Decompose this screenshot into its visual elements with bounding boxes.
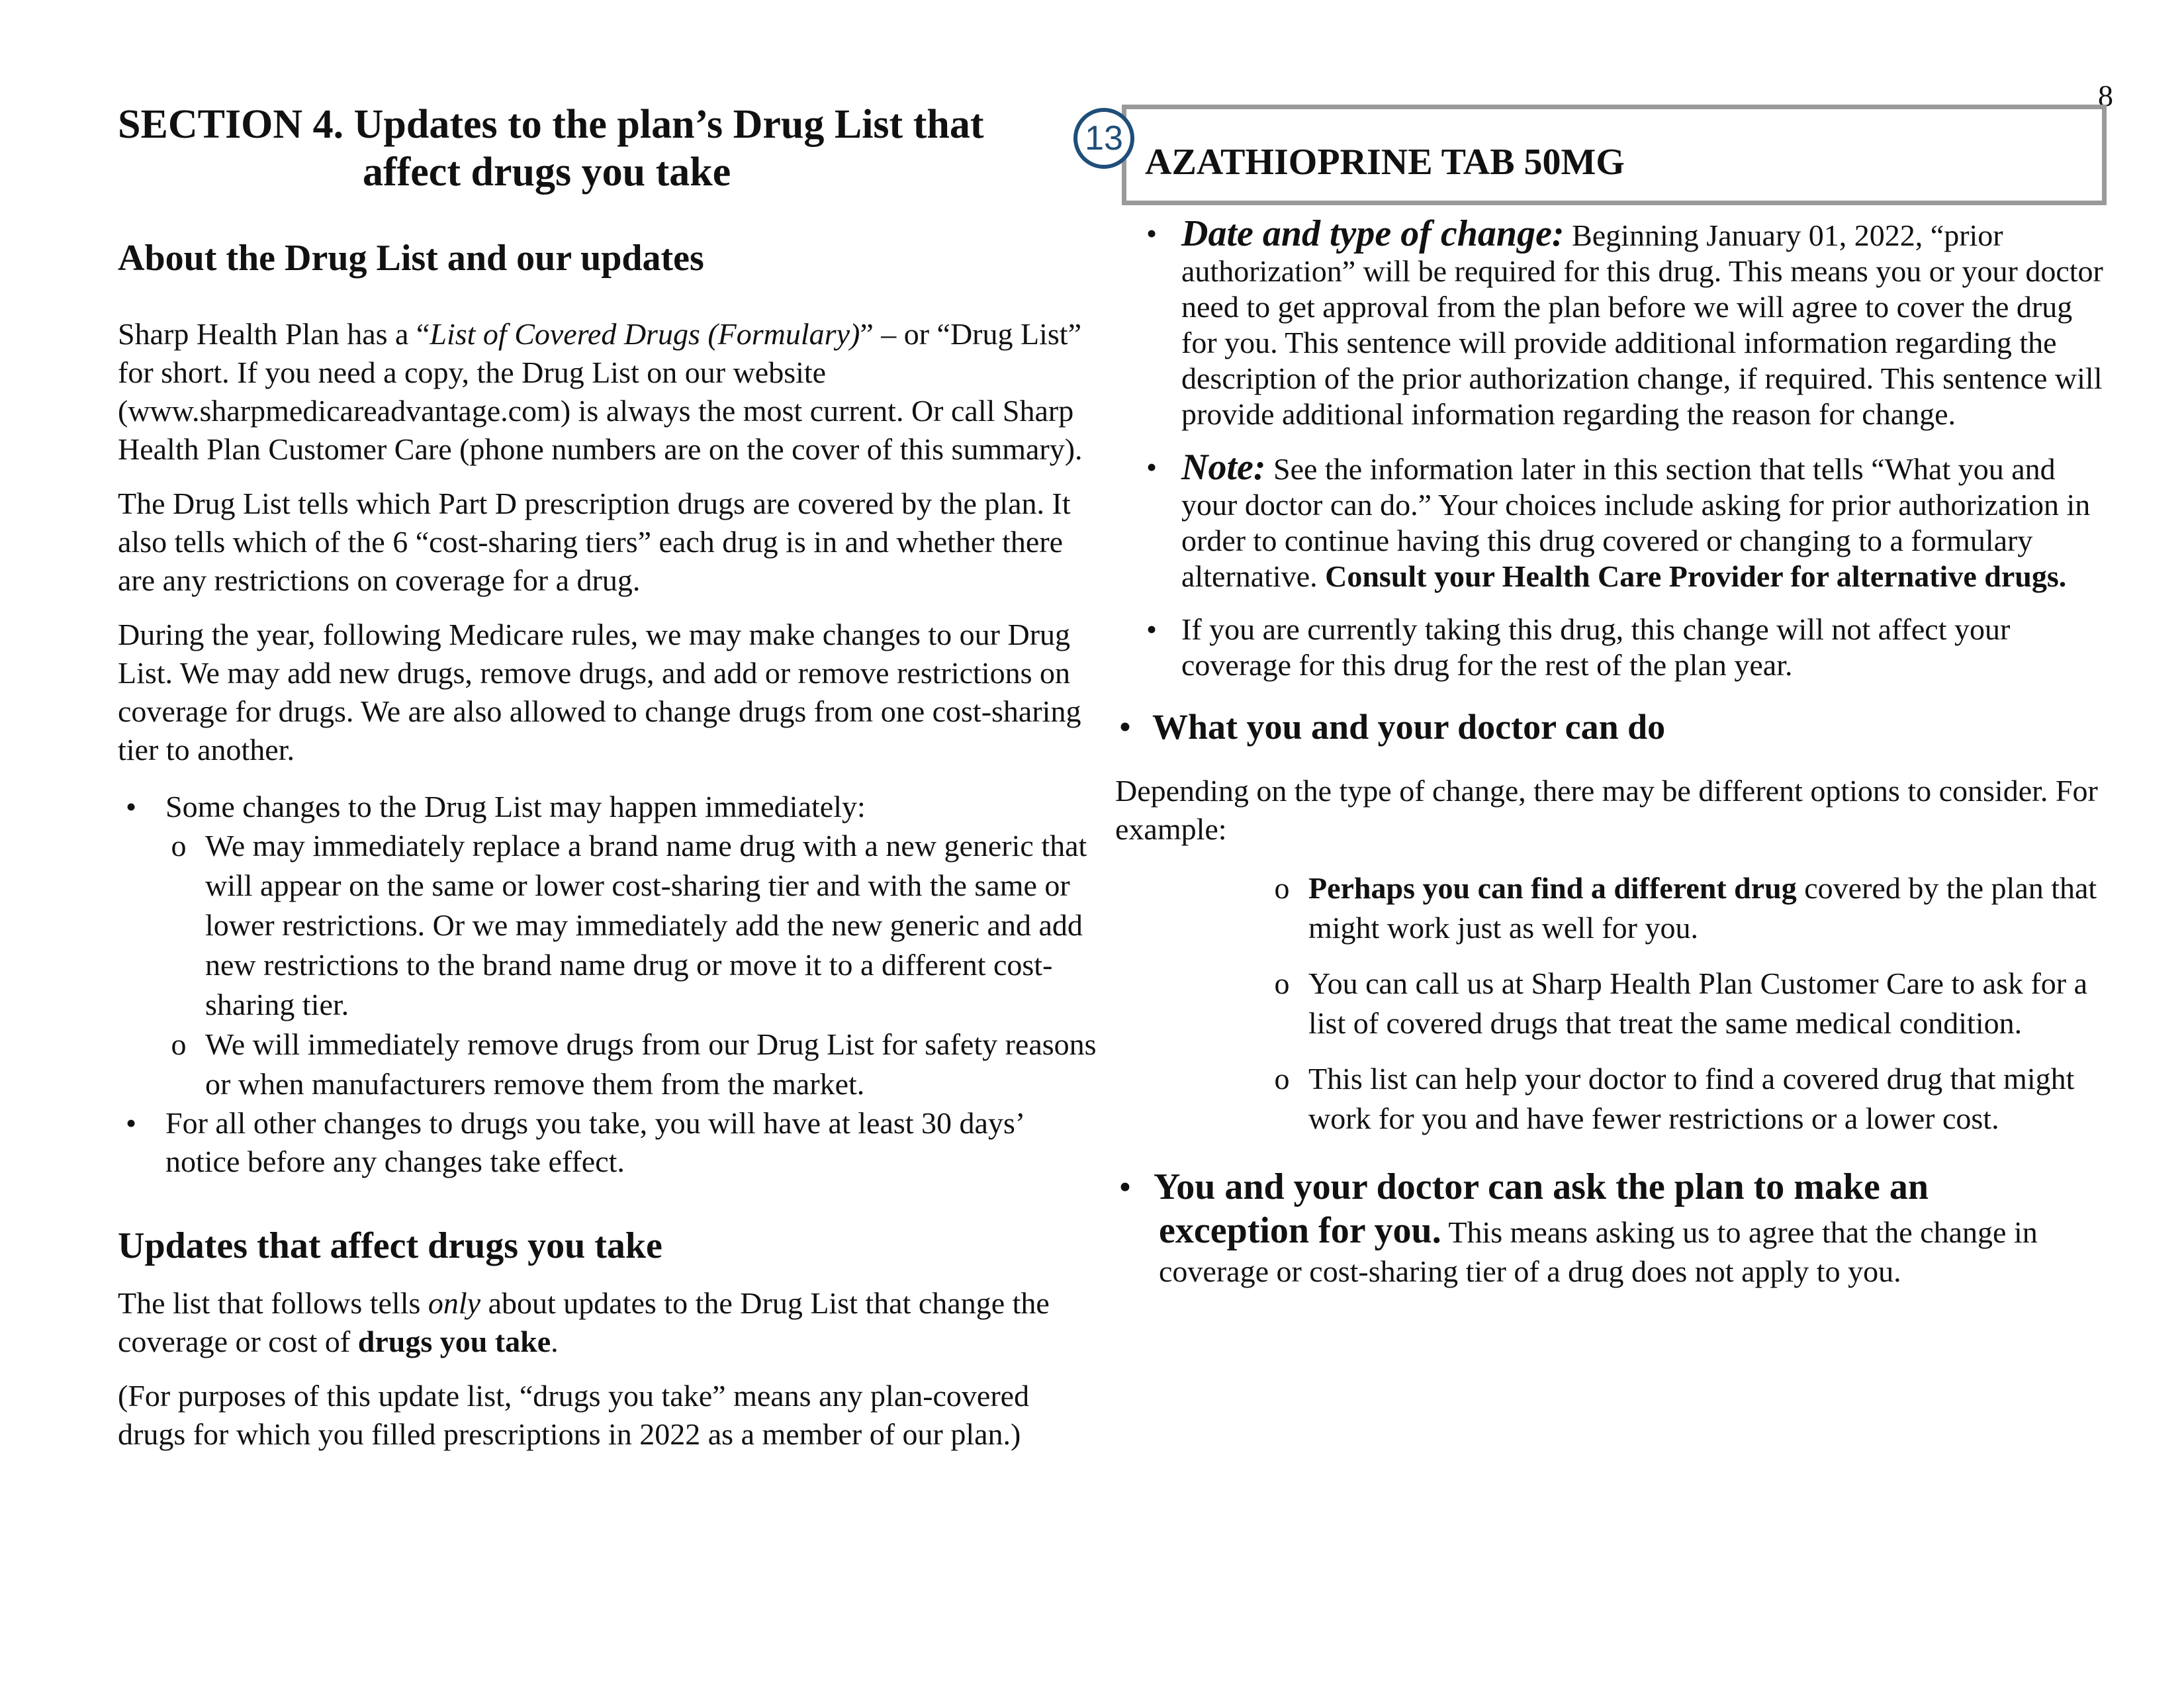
updates-text-c: . bbox=[551, 1325, 559, 1358]
circle-bullet-icon: o bbox=[1274, 966, 1290, 1000]
bullet-icon: • bbox=[1118, 707, 1132, 747]
option-2-text: You can call us at Sharp Health Plan Customer Care to ask for a list of covered drugs that treat the same medical condition. bbox=[1308, 966, 2088, 1040]
section-title bbox=[118, 101, 1097, 196]
list-item bbox=[1140, 449, 2108, 594]
updates-heading: Updates that affect drugs you take bbox=[118, 1225, 662, 1266]
exception-heading-line-2: exception for you. bbox=[1159, 1210, 1441, 1251]
section-title-line-1: SECTION 4. Updates to the plan’s Drug List that bbox=[118, 102, 984, 147]
about-paragraph-3: During the year, following Medicare rules, we may make changes to our Drug List. We may add new drugs, remove drugs, and add or remove restrictions on coverage for drugs. We are also allowed to change drugs from one cost-sharing tier to another. bbox=[118, 618, 1081, 767]
option-3-text: This list can help your doctor to find a covered drug that might work for you and have fewer restrictions or a lower cost. bbox=[1308, 1062, 2075, 1135]
para1-text-b: ” – or “Drug List” for short. If you need a copy, the Drug List on our website (www.sharpmedicareadvantage.com) is always the most current. Or call Sharp Health Plan Customer Care (phone numbers are on the cover of this summary). bbox=[118, 317, 1083, 466]
para1-text-a: Sharp Health Plan has a “ bbox=[118, 317, 430, 351]
updates-only: only bbox=[428, 1286, 481, 1320]
list-item bbox=[1269, 1059, 2108, 1139]
exception-text: This means asking us to agree that the change in coverage or cost-sharing tier of a drug does not apply to you. bbox=[1159, 1215, 2038, 1288]
about-paragraph-2: The Drug List tells which Part D prescription drugs are covered by the plan. It also tells which of the 6 “cost-sharing tiers” each drug is in and whether there are any restrictions on coverage for a drug. bbox=[118, 487, 1071, 597]
updates-paragraph bbox=[118, 1284, 1097, 1361]
list-item bbox=[118, 788, 1097, 1104]
updates-text-b: about updates to the Drug List that change the coverage or cost of bbox=[118, 1286, 1050, 1358]
about-heading: About the Drug List and our updates bbox=[118, 238, 704, 279]
bullet-icon: • bbox=[1146, 612, 1158, 646]
circle-bullet-icon: o bbox=[171, 829, 187, 863]
what-heading-text: What you and your doctor can do bbox=[1152, 707, 1666, 747]
drug-change-list bbox=[1115, 213, 2108, 683]
sub-bullet-text: We may immediately replace a brand name drug with a new generic that will appear on the same or lower cost-sharing tier and with the same or lower restrictions. Or we may immediately add the new generic and add new restrictions to the brand name drug or move it to a different cost-sharing tier. bbox=[205, 829, 1087, 1021]
updates-drugs-you-take: drugs you take bbox=[357, 1325, 551, 1358]
note-label: Note: bbox=[1181, 447, 1266, 488]
exception-line-2 bbox=[1154, 1209, 2108, 1291]
bullet-text: Some changes to the Drug List may happen immediately: bbox=[165, 790, 866, 823]
list-item bbox=[1269, 964, 2108, 1043]
item-number-badge: 13 bbox=[1073, 108, 1134, 169]
date-change-text: Beginning January 01, 2022, “prior authorization” will be required for this drug. This means you or your doctor need to get approval from the plan before we will agree to cover the drug for you. This sentence will provide additional information regarding the description of the prior authorization change, if required. This sentence will provide additional information regarding the reason for change. bbox=[1181, 218, 2103, 431]
bullet-icon: • bbox=[125, 790, 137, 823]
bullet-text: For all other changes to drugs you take, you will have at least 30 days’ notice before any changes take effect. bbox=[165, 1106, 1023, 1178]
page-number: 8 bbox=[2098, 79, 2113, 113]
circle-bullet-icon: o bbox=[1274, 1062, 1290, 1096]
sub-list-item bbox=[165, 1025, 1097, 1104]
bullet-icon: • bbox=[1118, 1167, 1132, 1207]
right-column bbox=[1085, 105, 2108, 1291]
note-bold-text: Consult your Health Care Provider for alternative drugs. bbox=[1325, 559, 2067, 593]
note-text: See the information later in this section that tells “What you and your doctor can do.” Your choices include asking for prior authorization in order to continue having this drug covered or changing to a formulary alternative. bbox=[1181, 452, 2091, 593]
exception-heading-line-1: You and your doctor can ask the plan to make an bbox=[1154, 1166, 1929, 1207]
bullet-icon: • bbox=[1146, 216, 1158, 250]
about-paragraph-1 bbox=[118, 315, 1097, 469]
bullet-icon: • bbox=[1146, 450, 1158, 484]
left-column bbox=[118, 101, 1097, 1454]
sub-list-item bbox=[165, 826, 1097, 1025]
sub-bullet-text: We will immediately remove drugs from our Drug List for safety reasons or when manufacturers remove them from the market. bbox=[205, 1027, 1097, 1101]
drug-header-box bbox=[1085, 105, 2107, 205]
current-taking-text: If you are currently taking this drug, this change will not affect your coverage for this drug for the rest of the plan year. bbox=[1181, 612, 2011, 682]
list-item bbox=[1140, 213, 2108, 432]
bullet-icon: • bbox=[125, 1106, 137, 1140]
changes-list bbox=[118, 788, 1097, 1181]
list-item bbox=[118, 1104, 1097, 1181]
section-title-line-2: affect drugs you take bbox=[363, 150, 731, 195]
list-item bbox=[1269, 868, 2108, 948]
options-list bbox=[1115, 868, 2108, 1139]
circle-bullet-icon: o bbox=[1274, 871, 1290, 905]
what-you-can-do-heading bbox=[1115, 706, 2108, 748]
purposes-paragraph: (For purposes of this update list, “drugs you take” means any plan-covered drugs for which you filled prescriptions in 2022 as a member of our plan.) bbox=[118, 1379, 1030, 1451]
option-1-bold: Perhaps you can find a different drug bbox=[1308, 871, 1797, 905]
drug-name: AZATHIOPRINE TAB 50MG bbox=[1145, 142, 1625, 183]
option-1-text: covered by the plan that might work just as well for you. bbox=[1308, 871, 2097, 945]
sub-list bbox=[165, 826, 1097, 1104]
list-item bbox=[1140, 612, 2108, 683]
formulary-title: List of Covered Drugs (Formulary) bbox=[430, 317, 860, 351]
circle-bullet-icon: o bbox=[171, 1027, 187, 1061]
depending-paragraph: Depending on the type of change, there may be different options to consider. For example: bbox=[1115, 774, 2098, 846]
exception-block bbox=[1115, 1165, 2108, 1291]
updates-text-a: The list that follows tells bbox=[118, 1286, 428, 1320]
date-change-label: Date and type of change: bbox=[1181, 213, 1565, 254]
